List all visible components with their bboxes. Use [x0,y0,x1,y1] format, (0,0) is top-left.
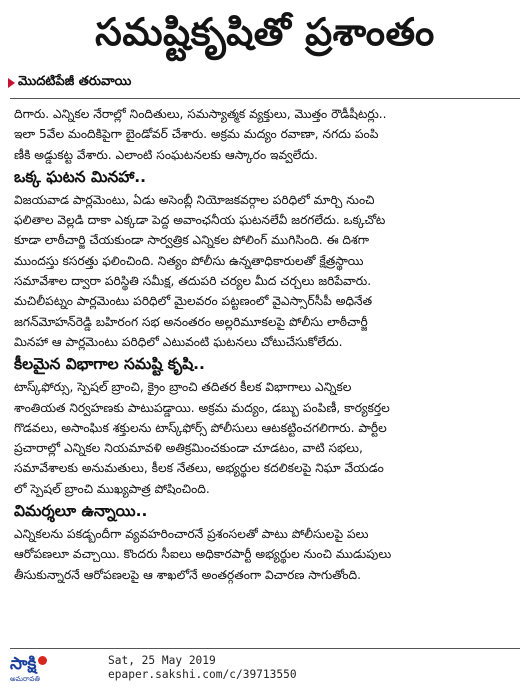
section-heading: విమర్శలూ ఉన్నాయి.. [14,502,148,521]
paragraph-line: సమావేశాల ద్వారా పరిస్థితి సమీక్ష, తదుపరి చర్యల మీద చర్చలు జరిపేవారు. [14,274,372,289]
bottom-divider [10,648,520,649]
headline: సమష్టికృషితో ప్రశాంతం [95,10,435,54]
footer [0,650,530,687]
logo-wordmark: సాక్షి [10,653,66,675]
continued-from [8,72,131,94]
intro-line: ఇలా 5వేల మందికిపైగా బైండోవర్ చేశారు. అక్రమ మద్యం రవాణా, నగదు పంపి [14,127,379,142]
continued-from-label: మొదటిపేజీ తరువాయి [18,74,132,89]
article-body [14,104,518,585]
logo-edition: అమరావతి [10,675,40,683]
intro-line: ణీకి అడ్డుకట్ట వేశారు. ఎలాంటి సంఘటనలకు ఆస్కారం ఇవ్వలేదు. [14,147,318,162]
paragraph-line: మినహా ఆ పార్లమెంటు పరిధిలో ఎటువంటి ఘటనలు చోటుచేసుకోలేదు. [14,334,343,349]
footer-meta [108,654,297,682]
sakshi-logo [10,653,66,685]
section-heading: ఒక్క ఘటన మినహా.. [14,167,147,186]
paragraph-line: విజయవాడ పార్లమెంటు, ఏడు అసెంబ్లీ నియోజకవర్గాల పరిధిలో మార్చి నుంచి [14,192,375,207]
footer-url[interactable]: epaper.sakshi.com/c/39713550 [108,668,297,681]
top-divider [10,98,520,99]
paragraph-line: ప్రచారాల్లో ఎన్నికల నియమావళి అతిక్రమించకుండా చూడటం, వాటి సభలు, [14,441,363,456]
paragraph-line: గొడవలు, అసాంఘిక శక్తులను టాస్క్‌ఫోర్స్ పోలీసులు ఆటకట్టించగలిగారు. పార్టీల [14,420,387,435]
paragraph-line: సమావేశాలకు అనుమతులు, కీలక నేతలు, అభ్యర్థుల కదలికలపై నిఘా వేయడం [14,461,384,476]
paragraph-line: ఆరోపణలూ వచ్చాయి. కొందరు సీఐలు అధికారపార్టీ అభ్యర్థుల నుంచి ముడుపులు [14,547,392,562]
paragraph-line: ఎన్నికలను పకడ్బందీగా వ్యవహరించారనే ప్రశంసలతో పాటు పోలీసులపై పలు [14,527,369,542]
paragraph-line: ముందస్తు కసరత్తు ఫలించింది. నిత్యం పోలీసు ఉన్నతాధికారులతో క్షేత్రస్థాయి [14,253,364,268]
paragraph-line: కూడా లాఠీచార్జి చేయకుండా సార్వత్రిక ఎన్నికల పోలింగ్ ముగిసింది. ఈ దిశగా [14,233,369,248]
section-heading: కీలమైన విభాగాల సమష్టి కృషి.. [14,355,205,374]
paragraph-line: శాంతియత నిర్వహణకు పాటుపడ్డాయి. అక్రమ మద్యం, డబ్బు పంపిణీ, కార్యకర్తల [14,400,390,415]
paragraph-line: జగన్‌మోహన్‌రెడ్డి బహిరంగ సభ అనంతరం అల్లరిమూకలపై పోలీసు లాఠీచార్జీ [14,314,368,329]
intro-line: దిగారు. ఎన్నికల నేరాల్లో నిందితులు, సమస్యాత్మక వ్యక్తులు, మొత్తం రౌడీషీటర్లు.. [14,107,387,121]
paragraph-line: ఫలితాల వెల్లడి దాకా ఎక్కడా పెద్ద అవాంఛనీయ ఘటనలేవీ జరగలేదు. ఒక్కచోట [14,213,386,228]
paragraph-line: తీసుకున్నారనే ఆరోపణలపై ఆ శాఖలోనే అంతర్గతంగా విచారణ సాగుతోంది. [14,567,361,582]
paragraph-line: టాస్క్‌ఫోర్సు, స్పెషల్ బ్రాంచి, క్రైం బ్రాంచి తదితర కీలక విభాగాలు ఎన్నికల [14,380,352,395]
red-triangle-icon [8,78,15,88]
paragraph-line: మచిలీపట్నం పార్లమెంటు పరిధిలో మైలవరం పట్టణంలో వైఎస్సార్‌సీపీ అధినేత [14,294,373,309]
logo-dot-icon [38,656,47,665]
paragraph-line: లో స్పెషల్ బ్రాంచి ముఖ్యపాత్ర పోషించింది. [14,481,210,496]
footer-date: Sat, 25 May 2019 [108,654,216,667]
